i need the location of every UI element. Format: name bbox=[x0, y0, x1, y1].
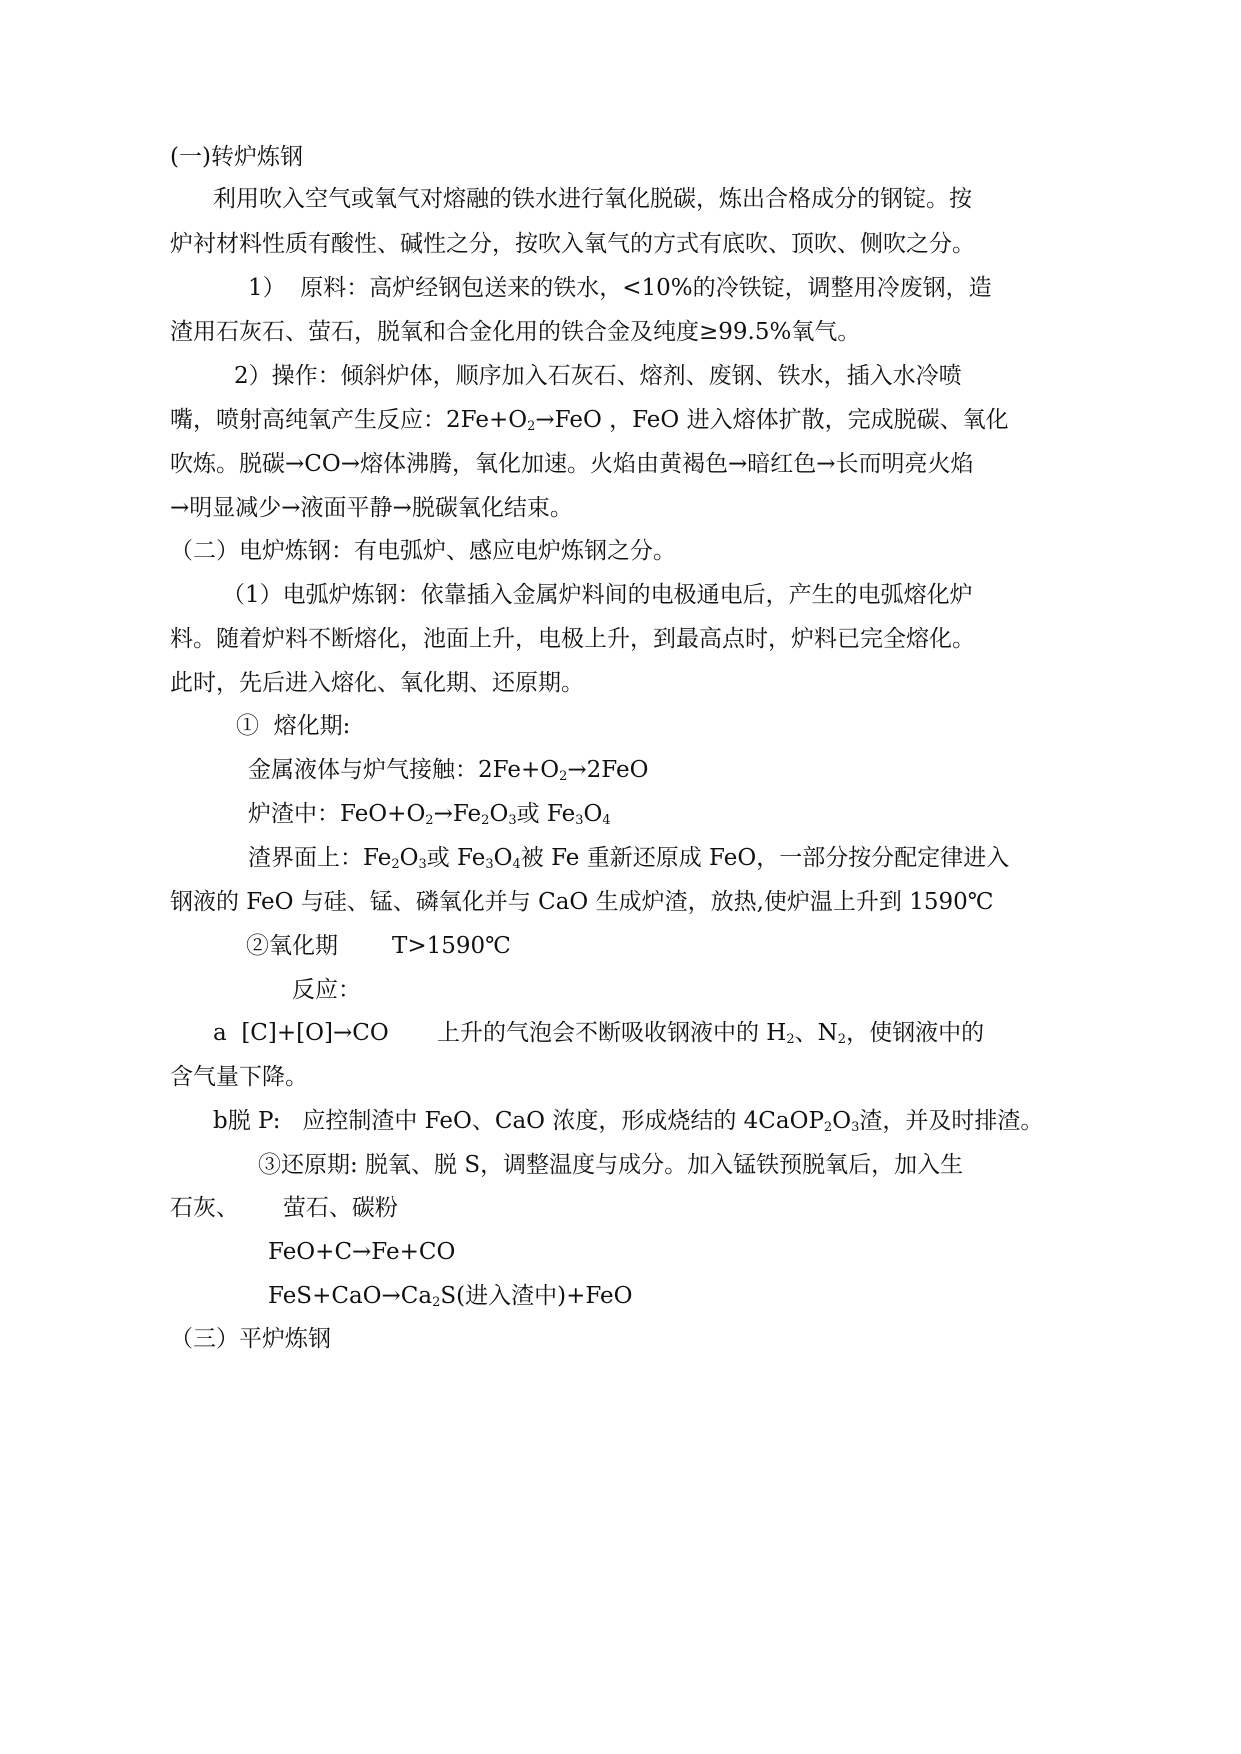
melting-period-title: ① 熔化期: bbox=[236, 713, 351, 739]
melting-slag-interface-cont: 钢液的 FeO 与硅、锰、磷氧化并与 CaO 生成炉渣，放热,使炉温上升到 1590℃ bbox=[170, 889, 994, 915]
reaction-a-note: 上升的气泡会不断吸收钢液中的 $H_2$、$N_2$，使钢液中的 bbox=[437, 1020, 985, 1047]
section-heading-converter: (一)转炉炼钢 bbox=[170, 144, 303, 170]
arc-furnace-line-3: 此时，先后进入熔化、氧化期、还原期。 bbox=[170, 670, 584, 696]
operation-line-2: 嘴，喷射高纯氧产生反应：$2Fe+O_2\to FeO$ ，FeO 进入熔体扩散，完成脱碳、氧化 bbox=[170, 407, 1009, 434]
melting-slag: 炉渣中：$FeO+O_2\to Fe_2O_3$或 $Fe_3O_4$ bbox=[248, 801, 611, 828]
operation-line-3: 吹炼。脱碳→CO→熔体沸腾，氧化加速。火焰由黄褐色→暗红色→长而明亮火焰 bbox=[170, 451, 974, 477]
reduction-equation-2: $FeS+CaO\to Ca_2S$(进入渣中)+FeO bbox=[268, 1283, 633, 1310]
oxidation-period-title: ②氧化期 bbox=[246, 933, 338, 959]
operation-line-4: →明显减少→液面平静→脱碳氧化结束。 bbox=[170, 495, 573, 521]
melting-slag-interface: 渣界面上：$Fe_2O_3$或 $Fe_3O_4$被 Fe 重新还原成 FeO，一部分按分配定律进入 bbox=[248, 845, 1010, 872]
melting-metal-gas: 金属液体与炉气接触：$2Fe+O_2\to 2FeO$ bbox=[248, 757, 649, 784]
reduction-period-line-1: ③还原期: 脱氧、脱 S，调整温度与成分。加入锰铁预脱氧后，加入生 bbox=[258, 1152, 964, 1178]
arc-furnace-line-2: 料。随着炉料不断熔化，池面上升，电极上升，到最高点时，炉料已完全熔化。 bbox=[170, 626, 975, 652]
raw-materials-line-2: 渣用石灰石、萤石，脱氧和合金化用的铁合金及纯度≥99.5%氧气。 bbox=[170, 319, 861, 345]
reaction-a-note-cont: 含气量下降。 bbox=[170, 1064, 308, 1090]
section-heading-electric: （二）电炉炼钢：有电弧炉、感应电炉炼钢之分。 bbox=[170, 538, 676, 564]
intro-line-1: 利用吹入空气或氧气对熔融的铁水进行氧化脱碳，炼出合格成分的钢锭。按 bbox=[213, 186, 972, 212]
reaction-a-equation: a [C]+[O]→CO bbox=[213, 1020, 389, 1046]
section-heading-open-hearth: （三）平炉炼钢 bbox=[170, 1326, 331, 1352]
reduction-equation-1: FeO+C→Fe+CO bbox=[268, 1239, 456, 1265]
reduction-period-line-2: 石灰、 萤石、碳粉 bbox=[170, 1195, 398, 1221]
oxidation-temperature: T>1590℃ bbox=[392, 933, 511, 959]
reaction-b-dephosphorization: b脱 P: 应控制渣中 FeO、CaO 浓度，形成烧结的 $4CaOP_2O_3$渣，并及时排渣。 bbox=[213, 1108, 1044, 1135]
arc-furnace-line-1: （1）电弧炉炼钢：依靠插入金属炉料间的电极通电后，产生的电弧熔化炉 bbox=[222, 582, 973, 608]
intro-line-2: 炉衬材料性质有酸性、碱性之分，按吹入氧气的方式有底吹、顶吹、侧吹之分。 bbox=[170, 231, 975, 257]
raw-materials-line-1: 1） 原料：高炉经钢包送来的铁水，<10%的冷铁锭，调整用冷废钢，造 bbox=[248, 275, 992, 301]
operation-line-1: 2）操作：倾斜炉体，顺序加入石灰石、熔剂、废钢、铁水，插入水冷喷 bbox=[234, 363, 962, 389]
reaction-label: 反应： bbox=[292, 977, 361, 1003]
